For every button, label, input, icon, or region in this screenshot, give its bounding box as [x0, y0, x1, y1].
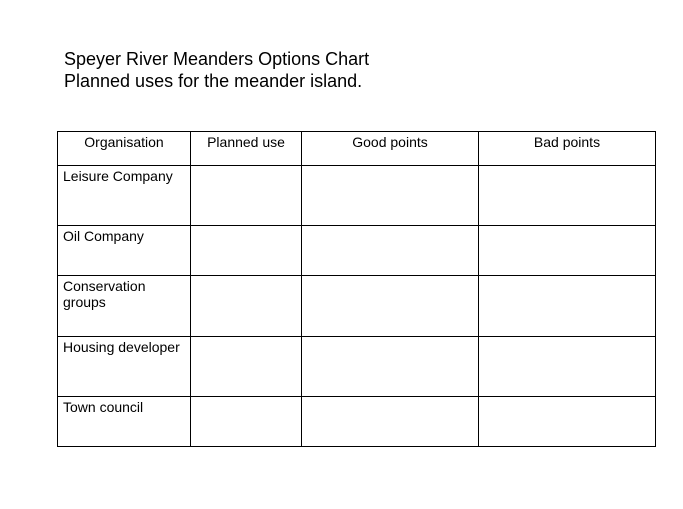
cell[interactable] [302, 166, 479, 226]
cell[interactable] [302, 276, 479, 337]
cell[interactable] [191, 397, 302, 447]
table-row [58, 337, 656, 397]
org-cell: Conservation groups [58, 276, 191, 337]
header-organisation: Organisation [58, 132, 191, 166]
header-good-points: Good points [302, 132, 479, 166]
cell[interactable] [479, 226, 656, 276]
cell[interactable] [191, 276, 302, 337]
cell[interactable] [479, 276, 656, 337]
options-table [57, 131, 656, 447]
cell[interactable] [479, 166, 656, 226]
cell[interactable] [479, 337, 656, 397]
title-line-1: Speyer River Meanders Options Chart [64, 49, 370, 69]
org-cell: Oil Company [58, 226, 191, 276]
org-cell: Town council [58, 397, 191, 447]
cell[interactable] [302, 397, 479, 447]
cell[interactable] [191, 226, 302, 276]
header-row [58, 132, 656, 166]
cell[interactable] [302, 226, 479, 276]
title-line-2: Planned uses for the meander island. [64, 71, 363, 91]
cell[interactable] [191, 337, 302, 397]
table-row [58, 166, 656, 226]
table-row [58, 276, 656, 337]
table-row [58, 226, 656, 276]
org-cell: Housing developer [58, 337, 191, 397]
table-row [58, 397, 656, 447]
org-cell: Leisure Company [58, 166, 191, 226]
cell[interactable] [479, 397, 656, 447]
page-title [64, 48, 369, 92]
cell[interactable] [191, 166, 302, 226]
cell[interactable] [302, 337, 479, 397]
header-planned-use: Planned use [191, 132, 302, 166]
header-bad-points: Bad points [479, 132, 656, 166]
